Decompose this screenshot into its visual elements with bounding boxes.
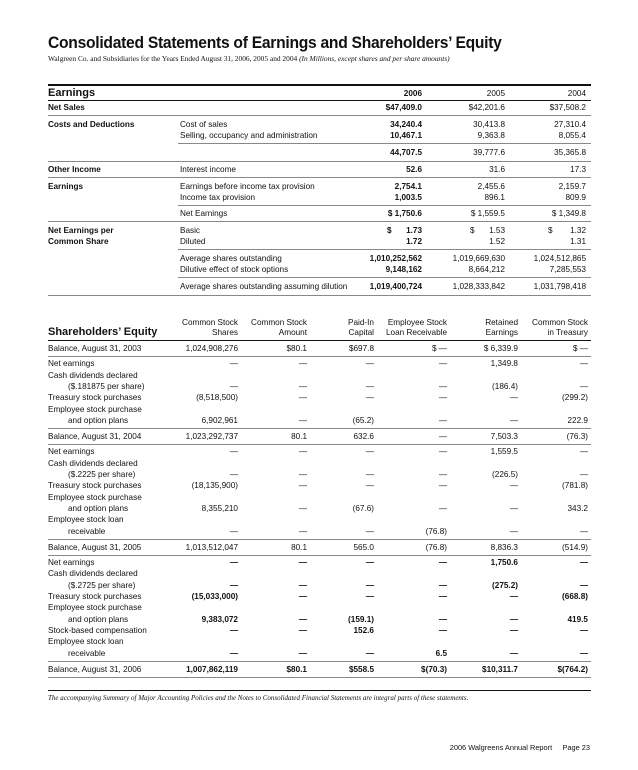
divider <box>48 539 591 540</box>
equity-cell: — <box>438 381 447 391</box>
equity-cell: — <box>579 580 588 590</box>
equity-cell: — <box>509 592 518 601</box>
dilutive-label: Dilutive effect of stock options <box>180 265 289 274</box>
equity-cell: — <box>298 580 307 590</box>
divider <box>48 555 591 556</box>
net-sales-2004: $37,508.2 <box>549 103 586 112</box>
cost-of-sales-2004: 27,310.4 <box>554 120 586 129</box>
equity-cell: — <box>365 447 374 457</box>
equity-row-label: Employee stock loan <box>48 515 124 525</box>
interest-income-2005: 31.6 <box>489 165 505 174</box>
interest-income-2004: 17.3 <box>570 165 586 174</box>
equity-cell: — <box>579 447 588 457</box>
equity-cell: — <box>298 393 307 403</box>
col-header-paidin-2: Capital <box>348 328 374 337</box>
equity-cell: — <box>579 648 588 658</box>
equity-cell: — <box>509 648 518 658</box>
equity-cell: — <box>579 526 588 536</box>
equity-cell: — <box>579 381 588 391</box>
equity-cell: — <box>298 447 307 457</box>
equity-row-label: Treasury stock purchases <box>48 481 142 491</box>
equity-cell: — <box>365 359 374 369</box>
equity-row-label: Employee stock purchase <box>48 404 142 414</box>
equity-cell: 1,007,862,119 <box>186 664 238 674</box>
tax-2005: 896.1 <box>484 193 505 202</box>
equity-cell: 1,349.8 <box>490 359 518 369</box>
page-subtitle <box>48 54 450 63</box>
subtitle-note: (In Millions, except shares and per share amounts) <box>299 54 450 63</box>
equity-cell: — <box>365 558 374 568</box>
net-earnings-label: Net Earnings <box>180 209 228 218</box>
equity-cell: 6,902,961 <box>201 415 238 425</box>
equity-cell: 8,836.3 <box>490 542 518 552</box>
equity-cell: $10,311.7 <box>482 664 518 674</box>
equity-cell: — <box>509 614 518 624</box>
equity-cell: — <box>229 381 238 391</box>
equity-cell: — <box>298 359 307 369</box>
equity-row-label: Employee stock loan <box>48 637 124 647</box>
equity-cell: (781.8) <box>562 481 588 491</box>
equity-cell: $(764.2) <box>557 664 588 674</box>
equity-cell: (76.3) <box>566 432 588 442</box>
diluted-2004: 1.31 <box>570 237 586 246</box>
ebt-label: Earnings before income tax provision <box>180 182 315 191</box>
tax-2004: 809.9 <box>565 193 586 202</box>
equity-cell: — <box>438 592 447 601</box>
divider <box>48 221 591 222</box>
equity-cell: — <box>438 481 447 491</box>
equity-cell: — <box>365 393 374 403</box>
equity-cell: — <box>509 625 518 635</box>
equity-cell: — <box>365 481 374 491</box>
col-header-amount-2: Amount <box>278 328 307 337</box>
diluted-2005: 1.52 <box>489 237 505 246</box>
col-header-loan-1: Employee Stock <box>387 318 447 327</box>
equity-cell: — <box>509 526 518 536</box>
equity-cell: 419.5 <box>567 614 588 624</box>
ebt-2006: 2,754.1 <box>394 182 422 191</box>
equity-cell: — <box>438 625 447 635</box>
divider <box>178 205 591 206</box>
per-share-label-2: Common Share <box>48 237 109 246</box>
basic-dollar-2004: $ <box>548 226 553 235</box>
diluted-label: Diluted <box>180 237 206 246</box>
equity-cell: (65.2) <box>352 415 374 425</box>
ebt-2005: 2,455.6 <box>477 182 505 191</box>
avg-shares-label: Average shares outstanding <box>180 254 282 263</box>
equity-row-label: and option plans <box>68 503 129 513</box>
equity-row-label: receivable <box>68 648 106 658</box>
costs-total-2006: 44,707.5 <box>390 148 422 157</box>
equity-cell: — <box>229 580 238 590</box>
equity-row-label: Stock-based compensation <box>48 625 147 635</box>
equity-cell: 7,503.3 <box>490 432 518 442</box>
equity-cell: $(70.3) <box>421 664 447 674</box>
equity-row-label: Balance, August 31, 2005 <box>48 542 142 552</box>
equity-cell: — <box>365 592 374 601</box>
equity-cell: — <box>298 614 307 624</box>
equity-cell: $80.1 <box>286 664 307 674</box>
divider <box>48 356 591 357</box>
equity-cell: — <box>579 558 588 568</box>
equity-cell: — <box>438 558 447 568</box>
equity-cell: 6.5 <box>435 648 447 658</box>
diluted-2006: 1.72 <box>406 237 422 246</box>
equity-cell: (67.6) <box>352 503 374 513</box>
equity-cell: — <box>365 526 374 536</box>
equity-row-label: and option plans <box>68 415 129 425</box>
equity-cell: — <box>298 526 307 536</box>
equity-row-label: Net earnings <box>48 447 95 457</box>
equity-cell: 80.1 <box>291 542 307 552</box>
equity-cell: — <box>438 432 447 442</box>
avg-diluted-2006: 1,019,400,724 <box>369 282 422 291</box>
equity-cell: — <box>438 503 447 513</box>
equity-cell: — <box>298 592 307 601</box>
equity-cell: — <box>509 481 518 491</box>
divider <box>48 428 591 429</box>
earnings-header-rule <box>48 100 591 101</box>
equity-cell: $80.1 <box>286 344 307 353</box>
selling-2006: 10,467.1 <box>390 131 422 140</box>
divider <box>178 277 591 278</box>
avg-shares-2006: 1,010,252,562 <box>369 254 422 263</box>
year-2006-header: 2006 <box>403 89 422 98</box>
equity-row-label: Employee stock purchase <box>48 492 142 502</box>
equity-cell: — <box>229 447 238 457</box>
equity-row-label: ($.2225 per share) <box>68 470 136 479</box>
equity-cell: 1,023,292,737 <box>185 432 238 442</box>
equity-row-label: ($.181875 per share) <box>68 381 145 391</box>
equity-cell: $ — <box>431 344 447 353</box>
avg-diluted-2004: 1,031,798,418 <box>533 282 586 291</box>
equity-cell: $ — <box>572 344 588 353</box>
page-title: Consolidated Statements of Earnings and Shareholders’ Equity <box>48 33 502 52</box>
equity-row-label: Balance, August 31, 2006 <box>48 664 142 674</box>
net-earnings-2005: $ 1,559.5 <box>470 209 505 218</box>
col-header-shares-1: Common Stock <box>182 318 238 327</box>
avg-shares-2004: 1,024,512,865 <box>533 254 586 263</box>
basic-dollar-2006: $ <box>387 226 392 235</box>
equity-cell: 1,024,908,276 <box>185 344 238 353</box>
equity-cell: — <box>229 526 238 536</box>
equity-cell: 8,355,210 <box>201 503 238 513</box>
equity-row-label: Employee stock purchase <box>48 603 142 613</box>
equity-cell: — <box>298 470 307 479</box>
equity-cell: — <box>298 558 307 568</box>
equity-cell: — <box>298 415 307 425</box>
cost-of-sales-2006: 34,240.4 <box>390 120 422 129</box>
equity-cell: — <box>438 447 447 457</box>
equity-cell: — <box>438 359 447 369</box>
divider <box>48 295 591 296</box>
net-earnings-2004: $ 1,349.8 <box>551 209 586 218</box>
divider <box>178 143 591 144</box>
equity-cell: $558.5 <box>348 664 374 674</box>
page-footer <box>450 743 590 752</box>
divider <box>48 444 591 445</box>
equity-cell: 1,013,512,047 <box>185 542 238 552</box>
footnote: The accompanying Summary of Major Accounting Policies and the Notes to Consolidated Financial Statements are integral parts of these statements. <box>48 694 469 702</box>
equity-cell: — <box>438 393 447 403</box>
equity-cell: — <box>229 470 238 479</box>
cost-of-sales-2005: 30,413.8 <box>473 120 505 129</box>
equity-cell: (76.8) <box>425 526 447 536</box>
equity-cell: (299.2) <box>562 393 588 403</box>
equity-cell: — <box>298 481 307 491</box>
col-header-treasury-2: in Treasury <box>547 328 588 337</box>
equity-cell: — <box>579 359 588 369</box>
per-share-label-1: Net Earnings per <box>48 226 114 235</box>
equity-cell: (15,033,000) <box>191 592 238 601</box>
equity-cell: — <box>298 648 307 658</box>
equity-cell: — <box>509 393 518 403</box>
equity-cell: (8,518,500) <box>196 393 238 403</box>
equity-bottom-rule <box>48 690 591 691</box>
equity-cell: $ 6,339.9 <box>483 344 518 353</box>
year-2004-header: 2004 <box>567 89 586 98</box>
equity-row-label: Balance, August 31, 2004 <box>48 432 142 442</box>
col-header-retained-2: Earnings <box>485 328 518 337</box>
equity-cell: 1,559.5 <box>490 447 518 457</box>
equity-cell: 632.6 <box>353 432 374 442</box>
interest-income-label: Interest income <box>180 165 236 174</box>
cost-of-sales-label: Cost of sales <box>180 120 228 129</box>
equity-cell: (186.4) <box>492 381 518 391</box>
equity-cell: 80.1 <box>291 432 307 442</box>
subtitle-main: Walgreen Co. and Subsidiaries for the Years Ended August 31, 2006, 2005 and 2004 <box>48 54 298 63</box>
other-income-label: Other Income <box>48 165 101 174</box>
equity-cell: — <box>438 415 447 425</box>
equity-row-label: Net earnings <box>48 558 95 568</box>
equity-row-label: Net earnings <box>48 359 95 369</box>
avg-diluted-2005: 1,028,333,842 <box>452 282 505 291</box>
footer-report: 2006 Walgreens Annual Report <box>449 743 553 752</box>
equity-row-label: Cash dividends declared <box>48 458 138 468</box>
col-header-paidin-1: Paid-In <box>348 318 374 327</box>
equity-row-label: Balance, August 31, 2003 <box>48 344 142 353</box>
costs-total-2005: 39,777.6 <box>473 148 505 157</box>
costs-label: Costs and Deductions <box>48 120 135 129</box>
equity-cell: — <box>509 415 518 425</box>
divider <box>48 115 591 116</box>
equity-cell: — <box>438 614 447 624</box>
equity-cell: 1,750.6 <box>490 558 518 568</box>
footer-page-number: Page 23 <box>562 743 590 752</box>
divider <box>48 177 591 178</box>
equity-cell: 9,383,072 <box>201 614 238 624</box>
col-header-amount-1: Common Stock <box>251 318 307 327</box>
equity-cell: (159.1) <box>348 614 374 624</box>
equity-cell: — <box>298 381 307 391</box>
equity-cell: (226.5) <box>492 470 518 479</box>
basic-label: Basic <box>180 226 201 235</box>
equity-cell: 343.2 <box>567 503 588 513</box>
equity-cell: — <box>365 580 374 590</box>
net-sales-2005: $42,201.6 <box>468 103 505 112</box>
equity-cell: 222.9 <box>567 415 588 425</box>
equity-cell: — <box>365 648 374 658</box>
equity-cell: (76.8) <box>425 542 447 552</box>
equity-cell: — <box>438 470 447 479</box>
equity-row-label: and option plans <box>68 614 129 624</box>
earnings-block-label: Earnings <box>48 182 84 191</box>
equity-row-label: receivable <box>68 526 106 536</box>
tax-label: Income tax provision <box>180 193 256 202</box>
selling-2004: 8,055.4 <box>558 131 586 140</box>
year-2005-header: 2005 <box>486 89 505 98</box>
costs-total-2004: 35,365.8 <box>554 148 586 157</box>
equity-cell: — <box>298 503 307 513</box>
equity-cell: — <box>229 558 238 568</box>
equity-cell: — <box>298 625 307 635</box>
earnings-section-label: Earnings <box>48 87 96 99</box>
divider <box>48 161 591 162</box>
equity-cell: $697.8 <box>348 344 374 353</box>
divider <box>48 677 591 678</box>
net-sales-label: Net Sales <box>48 103 85 112</box>
equity-cell: — <box>438 580 447 590</box>
divider <box>178 249 591 250</box>
equity-cell: — <box>365 381 374 391</box>
col-header-retained-1: Retained <box>485 318 518 327</box>
ebt-2004: 2,159.7 <box>558 182 586 191</box>
equity-cell: 565.0 <box>353 542 374 552</box>
col-header-shares-2: Shares <box>212 328 238 337</box>
dilutive-2004: 7,285,553 <box>549 265 586 274</box>
equity-section-label: Shareholders’ Equity <box>48 326 158 338</box>
interest-income-2006: 52.6 <box>406 165 422 174</box>
net-earnings-2006: $ 1,750.6 <box>387 209 422 218</box>
equity-cell: — <box>579 470 588 479</box>
equity-cell: — <box>229 625 238 635</box>
equity-row-label: Treasury stock purchases <box>48 592 142 601</box>
net-sales-2006: $47,409.0 <box>385 103 422 112</box>
equity-cell: (514.9) <box>562 542 588 552</box>
equity-cell: — <box>579 625 588 635</box>
equity-row-label: Cash dividends declared <box>48 569 138 579</box>
equity-row-label: ($.2725 per share) <box>68 580 136 590</box>
basic-dollar-2005: $ <box>470 226 475 235</box>
dilutive-2005: 8,664,212 <box>468 265 505 274</box>
selling-label: Selling, occupancy and administration <box>180 131 318 140</box>
equity-cell: — <box>229 359 238 369</box>
equity-cell: — <box>229 648 238 658</box>
col-header-treasury-1: Common Stock <box>532 318 588 327</box>
equity-cell: — <box>365 470 374 479</box>
equity-cell: — <box>509 503 518 513</box>
equity-cell: (18,135,900) <box>191 481 238 491</box>
earnings-top-rule <box>48 84 591 86</box>
equity-cell: 152.6 <box>353 625 374 635</box>
equity-header-rule <box>48 340 591 341</box>
equity-row-label: Cash dividends declared <box>48 370 138 380</box>
avg-diluted-label: Average shares outstanding assuming dilution <box>180 282 348 291</box>
divider <box>48 661 591 662</box>
basic-2006: 1.73 <box>406 226 422 235</box>
basic-2004: 1.32 <box>570 226 586 235</box>
dilutive-2006: 9,148,162 <box>385 265 422 274</box>
avg-shares-2005: 1,019,669,630 <box>452 254 505 263</box>
equity-cell: (668.8) <box>562 592 588 601</box>
tax-2006: 1,003.5 <box>394 193 422 202</box>
equity-cell: (275.2) <box>492 580 518 590</box>
selling-2005: 9,363.8 <box>477 131 505 140</box>
basic-2005: 1.53 <box>489 226 505 235</box>
equity-row-label: Treasury stock purchases <box>48 393 142 403</box>
col-header-loan-2: Loan Receivable <box>386 328 447 337</box>
